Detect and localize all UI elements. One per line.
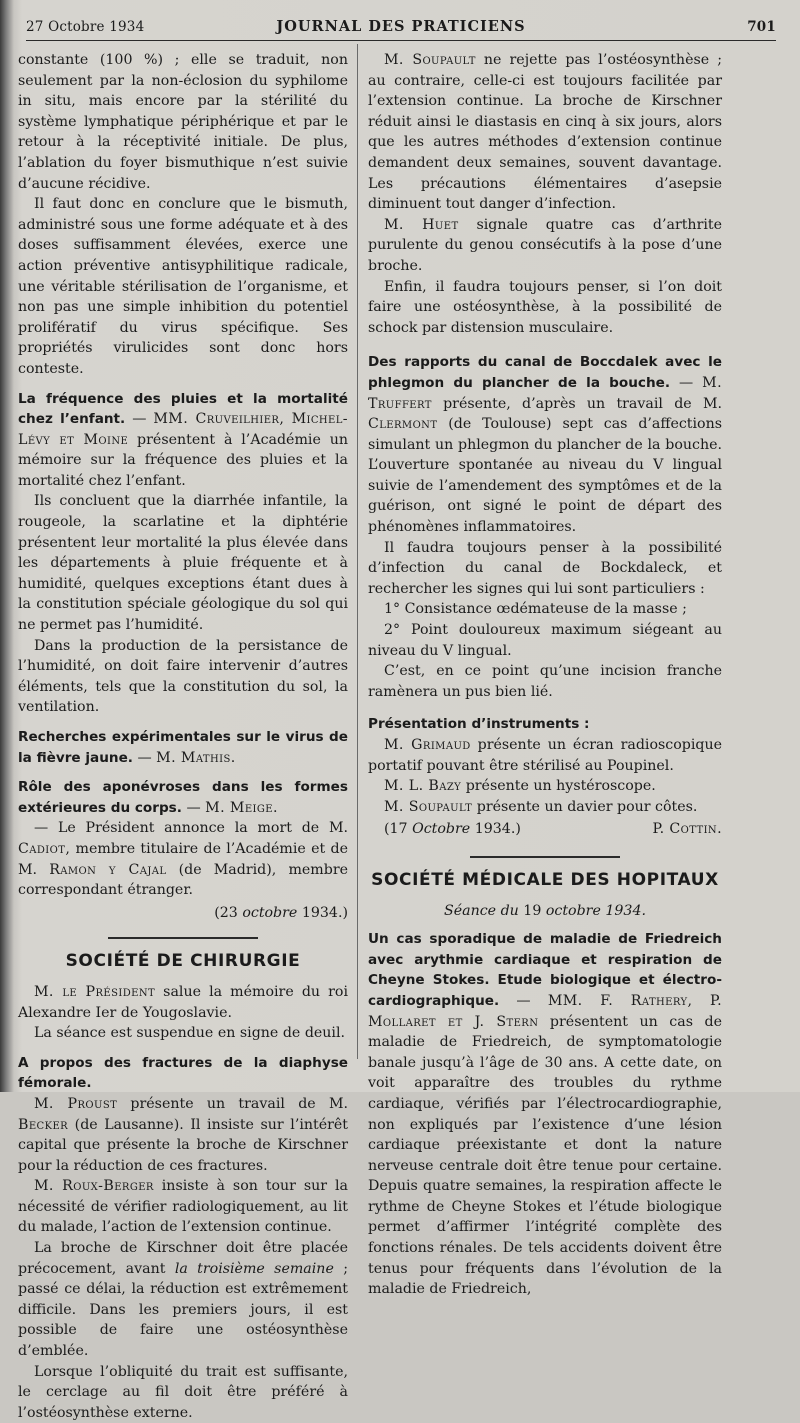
paragraph: constante (100 %) ; elle se traduit, non seulement par la non-éclosion du syphilome in situ, mais encore par la stérilité du système lymphatique périphérique et par le retour à la réceptivité initiale. De plus, l’ablation du foyer bismuthique n’est suivie d’aucune récidive. — [18, 52, 348, 192]
paragraph — [368, 215, 722, 277]
text-run: ; passé ce délai, la réduction est extrêmement difficile. Dans les premiers jours, il est possible de faire une ostéosynthèse d’emblée. — [18, 1260, 348, 1360]
text-run: 1934.) — [297, 904, 348, 921]
person-name: M. Proust — [34, 1095, 118, 1112]
author-names: M. Truffert — [368, 374, 722, 412]
paragraph: C’est, en ce point qu’une incision franche ramènera un pus bien lié. — [368, 663, 722, 700]
person-name: M. le Président — [34, 983, 156, 1000]
paragraph: Il faut donc en conclure que le bismuth, administré sous une forme adéquate et à des doses suffisamment élevées, exerce une action préventive antisyphilitique radicale, une véritable stérilisation de l’organisme, et non pas une simple inhibition du potentiel prolifératif du virus spécifique. Ses propriétés virulicides sont donc hors conteste. — [18, 196, 348, 377]
article-heading: Des rapports du canal de Boccdalek avec le phlegmon du plancher de la bouche. — M. Truffert présente, d’après un travail de M. Clermont (de Toulouse) sept cas d’affections simulant un phlegmon du plancher de la bouche. L’ouverture spontanée au niveau du V lingual suivie de l’amendement des symptômes et de la guérison, ont signé le point de départ des phénomènes inflammatoires. — [368, 354, 722, 536]
text-run: ne rejette pas l’ostéosynthèse ; au contraire, celle-ci est toujours facilitée par l’extension continue. La broche de Kirschner réduit ainsi le diastasis en cinq à six jours, alors que les autres méthodes d’extension continue demandent deux semaines, souvent davantage. Les précautions élémentaires d’asepsie diminuent tout danger d’infection. — [368, 52, 723, 213]
heading-title: Recherches expérimentales sur le virus de la fièvre jaune. — [18, 729, 348, 766]
journal-title: JOURNAL DES PRATICIENS — [276, 18, 526, 35]
heading-title: La fréquence des pluies et la mortalité chez l’enfant. — [18, 390, 348, 428]
text-run: présente, d’après un travail de M. — [431, 395, 722, 412]
person-name: M. L. Bazy — [384, 778, 462, 795]
heading-title: Des rapports du canal de Boccdalek avec le phlegmon du plancher de la bouche. — [368, 354, 722, 391]
list-item: 2° Point douloureux maximum siégeant au niveau du V lingual. — [368, 622, 722, 659]
article-heading: La fréquence des pluies et la mortalité chez l’enfant. — MM. Cruveilhier, Michel-Lévy et Moine présentent à l’Académie un mémoire sur la fréquence des pluies et la mortalité chez l’enfant. — [18, 390, 348, 489]
article-heading: Recherches expérimentales sur le virus de la fièvre jaune. — M. Mathis. — [18, 729, 348, 766]
section-title: SOCIÉTÉ DE CHIRURGIE — [65, 951, 301, 972]
text-run: présente un hystéroscope. — [461, 778, 656, 795]
page-number: 701 — [747, 19, 776, 35]
paragraph: Ils concluent que la diarrhée infantile, la rougeole, la scarlatine et la diphtérie présentent leur mortalité la plus élevée dans les départements à pluie fréquente et à humidité, quelques exceptions étant dues à la constitution spéciale géologique du sol qui ne permet pas l’humidité. — [18, 493, 348, 634]
text-run: (de Madrid), membre correspondant étranger. — [18, 861, 349, 899]
text-run: (17 — [384, 821, 413, 838]
text-run: insiste à son tour sur la nécessité de vérifier radiologiquement, au lit du malade, l’action de l’extension continue. — [18, 1178, 348, 1236]
paragraph — [18, 1238, 348, 1362]
text-run: salue la mémoire du roi Alexandre Ier de Yougoslavie. — [18, 983, 348, 1021]
person-name: M. Grimaud — [384, 737, 471, 753]
paragraph — [18, 818, 348, 900]
text-run: présente un davier pour côtes. — [472, 798, 698, 815]
person-name: Becker — [18, 1116, 69, 1133]
paragraph: Dans la production de la persistance de l’humidité, on doit faire intervenir d’autres éléments, tels que la constitution du sol, la ventilation. — [18, 637, 348, 716]
issue-date: 27 Octobre 1934 — [26, 19, 145, 35]
left-column — [18, 50, 348, 1423]
text-run: La broche de Kirschner doit être placée précocement, avant — [18, 1240, 348, 1277]
paragraph: Enfin, il faudra toujours penser, si l’on doit faire une ostéosynthèse, à la possibilité de schock par distension musculaire. — [368, 278, 722, 336]
text-run: membre titulaire de l’Académie et de M. — [18, 840, 348, 878]
paragraph: Lorsque l’obliquité du trait est suffisante, le cerclage au fil doit être préféré à l’ostéosynthèse externe. — [18, 1363, 348, 1421]
session-date — [18, 903, 348, 924]
text-run: Octobre — [412, 821, 471, 838]
section-title: SOCIÉTÉ MÉDICALE DES HOPITAUX — [371, 869, 719, 890]
person-name: Cadiot, — [18, 840, 71, 857]
paragraph — [368, 50, 722, 215]
article-heading: Présentation d’instruments : — [368, 716, 590, 733]
report-date — [384, 819, 521, 840]
heading-title: Rôle des aponévroses dans les formes extérieures du corps. — [18, 779, 348, 816]
paragraph — [368, 797, 722, 818]
text-run: octobre 1934. — [541, 902, 646, 919]
section-rule — [108, 937, 258, 939]
person-name: M. Roux-Berger — [34, 1178, 154, 1195]
heading-title: Un cas sporadique de maladie de Friedreich avec arythmie cardiaque et respiration de Cheyne Stokes. Etude biologique et électro-cardiographique. — [368, 931, 722, 1009]
text-run: 19 — [523, 902, 542, 919]
text-run: présente un travail de M. — [117, 1095, 348, 1112]
article-heading: Rôle des aponévroses dans les formes extérieures du corps. — M. Meige. — [18, 779, 348, 816]
session-line — [368, 901, 722, 922]
person-name: Ramon y Cajal — [49, 861, 167, 878]
text-run: Séance du — [444, 902, 524, 919]
article-heading: A propos des fractures de la diaphyse fémorale. — [18, 1054, 348, 1092]
paragraph — [18, 982, 348, 1023]
article-heading: Un cas sporadique de maladie de Friedreich avec arythmie cardiaque et respiration de Cheyne Stokes. Etude biologique et électro-cardiographique. — MM. F. Rathery, P. Mollaret et J. Stern présentent un cas de maladie de Friedreich, de symptomatologie banale jusqu’à l’âge de 30 ans. A cette date, on voit apparaître des troubles du rythme cardiaque, vérifiés par l’électrocardiographie, non expliqués par l’existence d’une lésion cardiaque préexistante et dont la nature nerveuse centrale doit être tenue pour certaine. Depuis quatre semaines, la respiration affecte le rythme de Cheyne Stokes et l’étude biologique permet d’affirmer l’intégrité complète des fonctions rénales. De tels accidents doivent être tenus pour fréquents dans l’évolution de la maladie de Friedreich, — [368, 931, 722, 1298]
text-run: présente un écran radioscopique portatif pouvant être stérilisé au Poupinel. — [368, 737, 722, 774]
paragraph — [368, 735, 722, 776]
paragraph — [18, 1176, 348, 1238]
text-run: signale quatre cas d’arthrite purulente du genou consécutifs à la pose d’une broche. — [368, 216, 722, 274]
paragraph: La séance est suspendue en signe de deuil. — [34, 1025, 346, 1042]
author-names: MM. F. Rathery, P. Mollaret et J. Stern — [368, 992, 722, 1030]
paragraph: Il faudra toujours penser à la possibilité d’infection du canal de Bockdaleck, et rechercher les signes qui lui sont particuliers : — [368, 539, 722, 597]
list-item: 1° Consistance œdémateuse de la masse ; — [384, 601, 687, 618]
person-name: Clermont — [368, 416, 438, 433]
text-run: (de Lausanne). Il insiste sur l’intérêt capital que présente la broche de Kirschner pour la réduction de ces fractures. — [18, 1116, 348, 1174]
text-run: présentent un cas de maladie de Friedreich, de symptomatologie banale jusqu’à l’âge de 30 ans. A cette date, on voit apparaître des troubles du rythme cardiaque, vérifiés par l’électrocardiographie, non expliqués par l’existence d’une lésion cardiaque préexistante et dont la nature nerveuse centrale doit être tenue pour certaine. Depuis quatre semaines, la respiration affecte le rythme de Cheyne Stokes et l’étude biologique permet d’affirmer l’intégrité complète des fonctions rénales. De tels accidents doivent être tenus pour fréquents dans l’évolution de la maladie de Friedreich, — [368, 1013, 722, 1298]
text-run: 1934.) — [470, 821, 521, 838]
person-name: M. Soupault — [384, 798, 473, 815]
author-names: M. Meige. — [205, 799, 278, 816]
text-run: — Le Président annonce la mort de M. — [34, 820, 348, 837]
author-names: MM. Cruveilhier, Michel-Lévy et Moine — [18, 411, 348, 448]
text-run: (de Toulouse) sept cas d’affections simulant un phlegmon du plancher de la bouche. L’ouverture spontanée au niveau du V lingual suivie de l’amendement des symptômes et de la guérison, ont signé le point de départ des phénomènes inflammatoires. — [368, 416, 722, 536]
text-run: (23 — [214, 904, 243, 921]
report-signature — [368, 819, 722, 840]
text-run: octobre — [242, 904, 298, 921]
author-names: M. Mathis. — [156, 749, 236, 766]
report-author: P. Cottin. — [652, 821, 722, 838]
section-rule — [470, 856, 620, 858]
page-header — [26, 14, 776, 41]
right-column — [368, 50, 722, 1300]
text-run: la troisième semaine — [174, 1260, 334, 1277]
column-divider — [357, 44, 358, 1059]
heading-body: présentent à l’Académie un mémoire sur la fréquence des pluies et la mortalité chez l’enfant. — [18, 431, 348, 489]
person-name: M. Huet — [384, 216, 459, 233]
person-name: M. Soupault — [384, 52, 476, 68]
paragraph — [368, 776, 722, 797]
paragraph — [18, 1094, 348, 1176]
